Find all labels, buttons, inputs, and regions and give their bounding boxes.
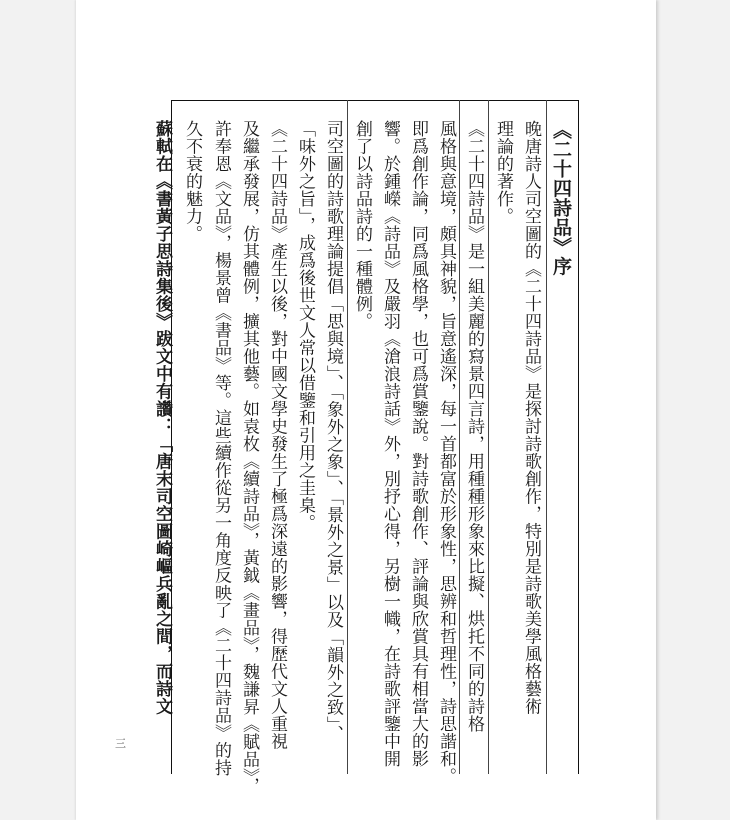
- text-column: 蘇軾在《書黃子思詩集後》跋文中有讚：「唐末司空圖崎嶇兵亂之間，而詩文: [152, 120, 172, 715]
- text-column: 「味外之旨」，成爲後世文人常以借鑒和引用之圭臬。: [295, 120, 315, 532]
- column-rule: [347, 100, 348, 774]
- column-rule: [488, 100, 489, 774]
- text-column: 《二十四詩品》是一組美麗的寫景四言詩，用種種形象來比擬、烘托不同的詩格: [464, 120, 484, 733]
- top-rule: [171, 100, 578, 101]
- text-column: 即爲創作論，同爲風格學，也可爲賞鑒說。對詩歌創作、評論與欣賞具有相當大的影: [408, 120, 428, 768]
- text-column: 風格與意境，頗具神貌，旨意遙深，每一首都富於形象性，思辨和哲理性，詩思諧和。: [436, 120, 456, 785]
- page-title: 《二十四詩品》序: [550, 120, 572, 276]
- text-column: 許奉恩《文品》，楊景曾《書品》等。這些續作從另一角度反映了《二十四詩品》的持: [211, 120, 231, 777]
- text-column: 《二十四詩品》產生以後，對中國文學史發生了極爲深遠的影響，得歷代文人重視: [267, 120, 287, 750]
- text-column: 理論的著作。: [493, 120, 513, 225]
- column-rule: [546, 100, 547, 774]
- text-column: 晚唐詩人司空圖的《二十四詩品》是探討詩歌創作，特別是詩歌美學風格藝術: [521, 120, 541, 715]
- text-column: 久不衰的魅力。: [182, 120, 202, 243]
- page-number: 三: [115, 737, 126, 750]
- text-column: 響。於鍾嶸《詩品》及嚴羽《滄浪詩話》外，別抒心得，另樹一幟，在詩歌評鑒中開: [380, 120, 400, 768]
- text-column: 司空圖的詩歌理論提倡「思與境」、「象外之象」、「景外之景」以及「韻外之致」、: [323, 120, 343, 743]
- text-column: 及繼承發展，仿其體例，擴其他藝。如袁枚《續詩品》，黃鉞《畫品》，魏謙昇《賦品》，: [239, 120, 259, 795]
- text-column: 創了以詩品詩的一種體例。: [352, 120, 372, 330]
